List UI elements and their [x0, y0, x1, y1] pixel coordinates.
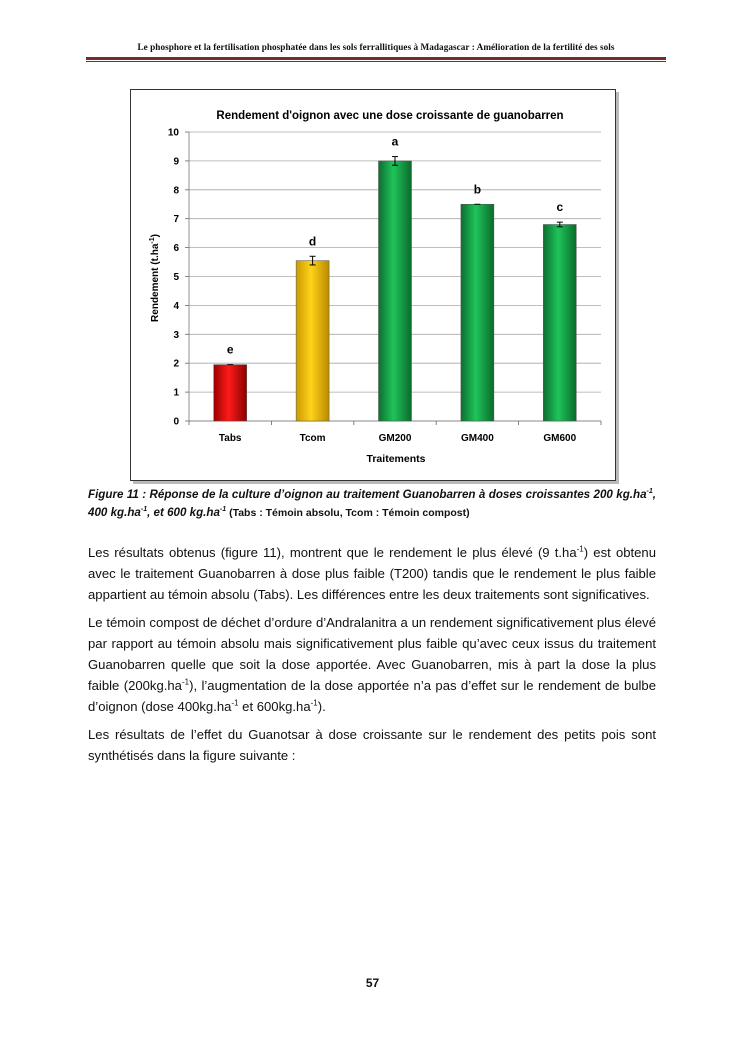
y-axis-label-sup: -1: [149, 237, 156, 244]
y-tick-label: 3: [173, 329, 179, 341]
y-tick-label: 10: [167, 127, 179, 139]
y-tick-label: 1: [173, 387, 179, 399]
paragraph-3: Les résultats de l’effet du Guanotsar à dose croissante sur le rendement des petits pois sont synthétisés dans la figure suivante :: [88, 727, 656, 764]
x-axis-label: Traitements: [366, 453, 426, 465]
bar-tabs: [214, 365, 247, 421]
y-axis-label-main: Rendement (t.ha: [150, 243, 161, 322]
bar-gm600: [543, 224, 576, 421]
bar-chart: [131, 90, 615, 480]
y-tick-label: 6: [173, 243, 179, 255]
figure-caption: [88, 486, 656, 522]
x-tick-label: GM200: [378, 433, 412, 444]
y-axis-label-end: ): [150, 234, 161, 238]
x-tick-label: GM600: [543, 433, 577, 444]
y-tick-label: 7: [173, 214, 179, 226]
caption-label: Figure 11 : Réponse de la culture d’oignon au traitement Guanobarren à doses croissantes 200 $kg.ha^{-1}$, 400 $kg.ha^{-1}$, et 600 $kg.ha^{-1}$: [88, 488, 656, 519]
y-tick-label: 0: [173, 416, 179, 428]
bar-gm200: [379, 161, 412, 421]
paragraph-1: Les résultats obtenus (figure 11), montrent que le rendement le plus élevé (9 $t.ha^{-1}$) est obtenu avec le traitement Guanobarren à dose plus faible (T200) tandis que le rendement le plus faible appartient au témoin absolu (Tabs). Les différences entre les deux traitements sont significatives.: [88, 544, 656, 602]
chart-frame: [130, 89, 616, 481]
header-rule-thick: [86, 57, 666, 60]
y-axis-label: [149, 234, 161, 322]
y-tick-label: 9: [173, 156, 179, 168]
significance-letter: c: [556, 200, 564, 215]
significance-letter: a: [391, 134, 399, 149]
significance-letter: d: [308, 234, 317, 249]
chart-title: Rendement d'oignon avec une dose croissante de guanobarren: [216, 110, 564, 122]
page-number: 57: [365, 976, 380, 990]
significance-letter: b: [473, 182, 482, 197]
x-tick-label: Tcom: [299, 433, 326, 444]
running-header: Le phosphore et la fertilisation phosphatée dans les sols ferrallitiques à Madagascar : Amélioration de la fertilité des sols: [137, 42, 615, 52]
x-tick-label: Tabs: [218, 433, 242, 444]
bar-gm400: [461, 204, 494, 421]
bar-tcom: [296, 261, 329, 421]
y-tick-label: 5: [173, 272, 179, 283]
body-text: [88, 543, 656, 775]
paragraph-2: Le témoin compost de déchet d’ordure d’Andralanitra a un rendement significativement plus élevé par rapport au témoin absolu mais significativement plus faible qu’avec ceux issus du traitement Guanobarren quelle que soit la dose apportée. Avec Guanobarren, mis à part la dose la plus faible $(200kg.ha^{-1})$, l’augmentation de la dose apportée n’a pas d’effet sur le rendement de bulbe d’oignon (dose $400kg.ha^{-1}$ et $600kg.ha^{-1}$).: [88, 615, 656, 714]
y-tick-label: 4: [173, 300, 179, 312]
caption-legend: (Tabs : Témoin absolu, Tcom : Témoin compost): [226, 507, 470, 519]
y-tick-label: 8: [173, 185, 179, 197]
x-tick-label: GM400: [461, 433, 494, 444]
y-tick-label: 2: [173, 358, 179, 370]
significance-letter: e: [226, 342, 234, 357]
header-rule-thin: [86, 61, 666, 62]
